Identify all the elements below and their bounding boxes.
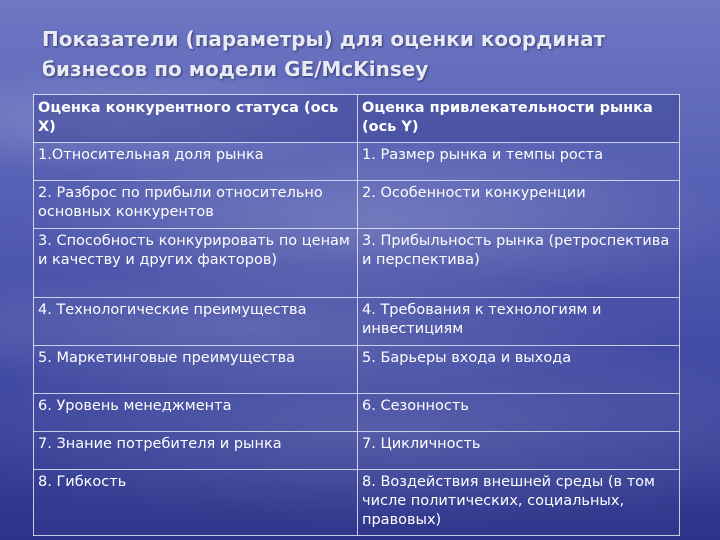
competitive-status-cell: 5. Маркетинговые преимущества bbox=[34, 346, 358, 394]
slide-title: Показатели (параметры) для оценки координат бизнесов по модели GE/McKinsey bbox=[42, 27, 606, 81]
market-attractiveness-cell: 7. Цикличность bbox=[358, 432, 680, 470]
market-attractiveness-cell: 1. Размер рынка и темпы роста bbox=[358, 143, 680, 181]
table-header-row bbox=[34, 95, 680, 143]
competitive-status-cell: 8. Гибкость bbox=[34, 470, 358, 536]
market-attractiveness-cell: 2. Особенности конкуренции bbox=[358, 181, 680, 229]
competitive-status-cell: 3. Способность конкурировать по ценам и качеству и других факторов) bbox=[34, 229, 358, 298]
table-row bbox=[34, 229, 680, 298]
parameters-table bbox=[33, 94, 680, 536]
market-attractiveness-cell: 6. Сезонность bbox=[358, 394, 680, 432]
table-row bbox=[34, 143, 680, 181]
market-attractiveness-cell: 3. Прибыльность рынка (ретроспектива и перспектива) bbox=[358, 229, 680, 298]
competitive-status-cell: 1.Относительная доля рынка bbox=[34, 143, 358, 181]
competitive-status-cell: 7. Знание потребителя и рынка bbox=[34, 432, 358, 470]
header-competitive-status: Оценка конкурентного статуса (ось X) bbox=[34, 95, 358, 143]
table-row bbox=[34, 394, 680, 432]
header-market-attractiveness: Оценка привлекательности рынка (ось Y) bbox=[358, 95, 680, 143]
market-attractiveness-cell: 5. Барьеры входа и выхода bbox=[358, 346, 680, 394]
competitive-status-cell: 6. Уровень менеджмента bbox=[34, 394, 358, 432]
table-row bbox=[34, 470, 680, 536]
competitive-status-cell: 2. Разброс по прибыли относительно основных конкурентов bbox=[34, 181, 358, 229]
table-row bbox=[34, 181, 680, 229]
table-row bbox=[34, 298, 680, 346]
competitive-status-cell: 4. Технологические преимущества bbox=[34, 298, 358, 346]
table-row bbox=[34, 346, 680, 394]
market-attractiveness-cell: 4. Требования к технологиям и инвестициям bbox=[358, 298, 680, 346]
market-attractiveness-cell: 8. Воздействия внешней среды (в том числе политических, социальных, правовых) bbox=[358, 470, 680, 536]
table-row bbox=[34, 432, 680, 470]
